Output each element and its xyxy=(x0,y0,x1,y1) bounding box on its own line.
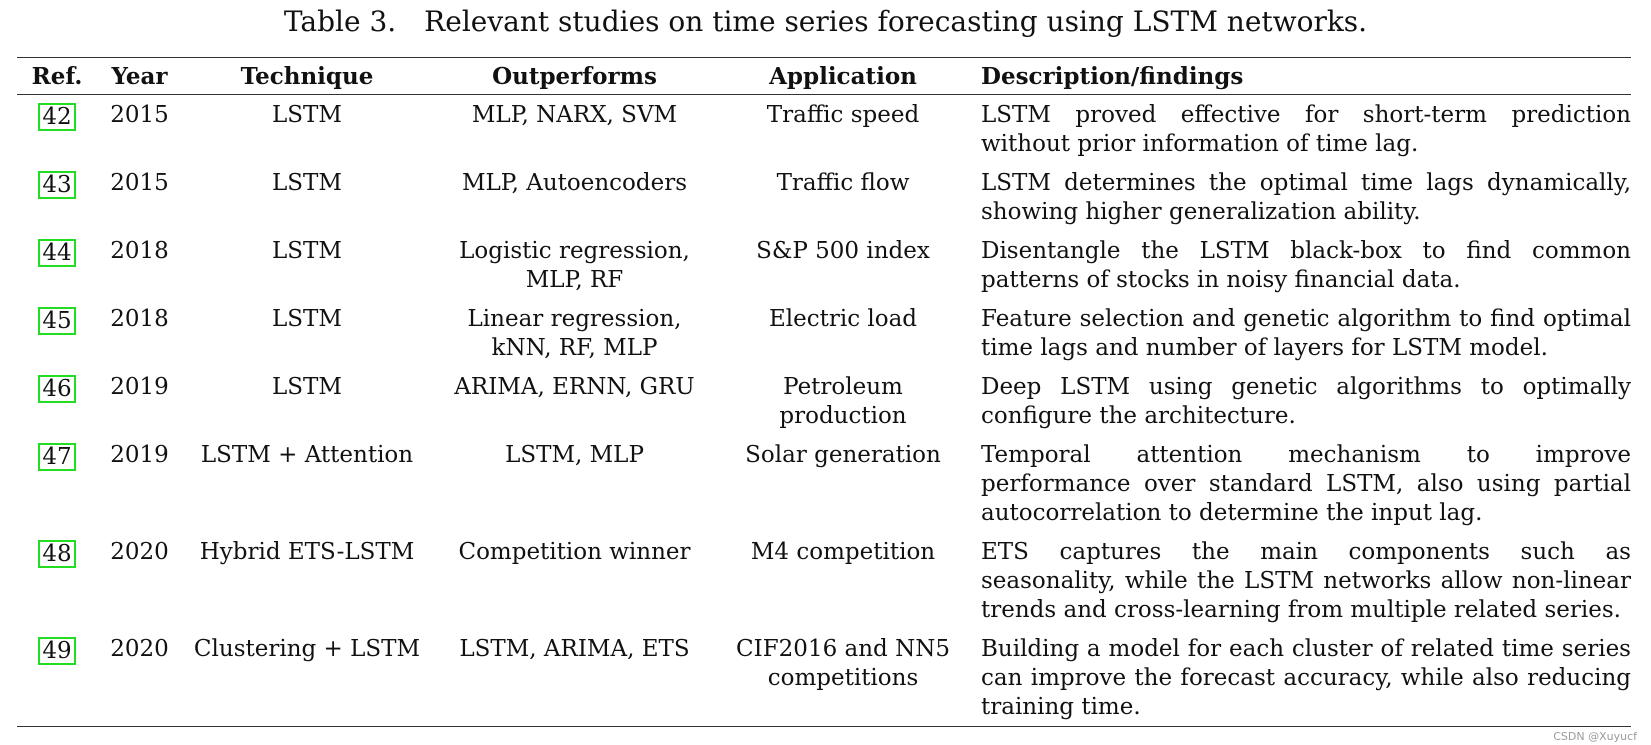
ref-link[interactable]: 47 xyxy=(38,443,75,471)
ref-link[interactable]: 46 xyxy=(38,375,75,403)
technique-cell: LSTM + Attention xyxy=(200,442,414,468)
header-row xyxy=(17,58,1631,95)
application-cell: CIF2016 and NN5 competitions xyxy=(717,629,969,727)
table-row xyxy=(17,435,1631,532)
outperforms-cell: Logistic regression, MLP, RF xyxy=(459,238,690,293)
table-caption-label: Table 3. xyxy=(283,5,397,38)
description-cell: LSTM proved effective for short-term prediction without prior information of time lag. xyxy=(981,102,1631,157)
table-row xyxy=(17,231,1631,299)
header-ref: Ref. xyxy=(17,58,97,95)
watermark: CSDN @Xuyucf xyxy=(1553,730,1637,743)
ref-cell xyxy=(17,367,97,435)
description-cell: Temporal attention mechanism to improve performance over standard LSTM, also using partial autocorrelation to determine the input lag. xyxy=(981,442,1631,526)
technique-cell: LSTM xyxy=(272,102,342,128)
year-cell: 2018 xyxy=(110,306,169,332)
table-body xyxy=(17,95,1631,727)
application-cell: Electric load xyxy=(768,306,918,332)
technique-cell: LSTM xyxy=(272,306,342,332)
table-caption xyxy=(0,4,1651,40)
application-cell: M4 competition xyxy=(750,539,936,565)
technique-cell: Clustering + LSTM xyxy=(182,629,432,727)
ref-cell xyxy=(17,163,97,231)
ref-cell xyxy=(17,629,97,727)
description-cell: Disentangle the LSTM black-box to find common patterns of stocks in noisy financial data. xyxy=(981,238,1631,293)
outperforms-cell: MLP, NARX, SVM xyxy=(471,102,678,128)
ref-cell xyxy=(17,231,97,299)
header-year: Year xyxy=(97,58,182,95)
application-cell: Solar generation xyxy=(745,442,941,468)
technique-cell: Hybrid ETS-LSTM xyxy=(199,539,415,565)
outperforms-cell: ARIMA, ERNN, GRU xyxy=(454,374,695,400)
header-application: Application xyxy=(717,58,969,95)
ref-link[interactable]: 43 xyxy=(38,171,75,199)
ref-cell xyxy=(17,532,97,629)
table-row xyxy=(17,367,1631,435)
ref-link[interactable]: 48 xyxy=(38,540,75,568)
year-cell: 2020 xyxy=(110,539,169,565)
technique-cell: LSTM xyxy=(272,374,342,400)
ref-cell xyxy=(17,435,97,532)
table-row xyxy=(17,95,1631,164)
application-cell: S&P 500 index xyxy=(756,238,930,264)
outperforms-cell: LSTM, ARIMA, ETS xyxy=(432,629,717,727)
application-cell: Traffic flow xyxy=(776,170,910,196)
ref-link[interactable]: 42 xyxy=(38,103,75,131)
application-cell: Traffic speed xyxy=(766,102,920,128)
ref-cell xyxy=(17,299,97,367)
outperforms-cell: Competition winner xyxy=(458,539,691,565)
year-cell: 2015 xyxy=(110,170,169,196)
table-row xyxy=(17,163,1631,231)
table-row xyxy=(17,299,1631,367)
lstm-studies-table xyxy=(17,57,1631,727)
ref-link[interactable]: 45 xyxy=(38,307,75,335)
description-cell: Building a model for each cluster of related time series can improve the forecast accuracy, while also reducing training time. xyxy=(969,629,1631,727)
year-cell: 2015 xyxy=(110,102,169,128)
header-outperforms: Outperforms xyxy=(432,58,717,95)
ref-link[interactable]: 44 xyxy=(38,239,75,267)
description-cell: Feature selection and genetic algorithm to find optimal time lags and number of layers for LSTM model. xyxy=(981,306,1631,361)
year-cell: 2019 xyxy=(110,442,169,468)
year-cell: 2019 xyxy=(110,374,169,400)
header-technique: Technique xyxy=(182,58,432,95)
outperforms-cell: LSTM, MLP xyxy=(505,442,644,468)
table-row xyxy=(17,532,1631,629)
description-cell: Deep LSTM using genetic algorithms to optimally configure the architecture. xyxy=(981,374,1631,429)
application-cell: Petroleum production xyxy=(779,374,907,429)
description-cell: LSTM determines the optimal time lags dynamically, showing higher generalization ability. xyxy=(981,170,1631,225)
technique-cell: LSTM xyxy=(272,238,342,264)
year-cell: 2018 xyxy=(110,238,169,264)
outperforms-cell: Linear regression, kNN, RF, MLP xyxy=(467,306,682,361)
technique-cell: LSTM xyxy=(272,170,342,196)
outperforms-cell: MLP, Autoencoders xyxy=(461,170,688,196)
ref-cell xyxy=(17,95,97,164)
description-cell: ETS captures the main components such as seasonality, while the LSTM networks allow non-linear trends and cross-learning from multiple related series. xyxy=(981,539,1631,623)
table-header xyxy=(17,58,1631,95)
table-caption-text: Relevant studies on time series forecasting using LSTM networks. xyxy=(424,5,1368,38)
ref-link[interactable]: 49 xyxy=(38,637,75,665)
year-cell: 2020 xyxy=(97,629,182,727)
table-row xyxy=(17,629,1631,727)
header-description: Description/findings xyxy=(969,58,1631,95)
